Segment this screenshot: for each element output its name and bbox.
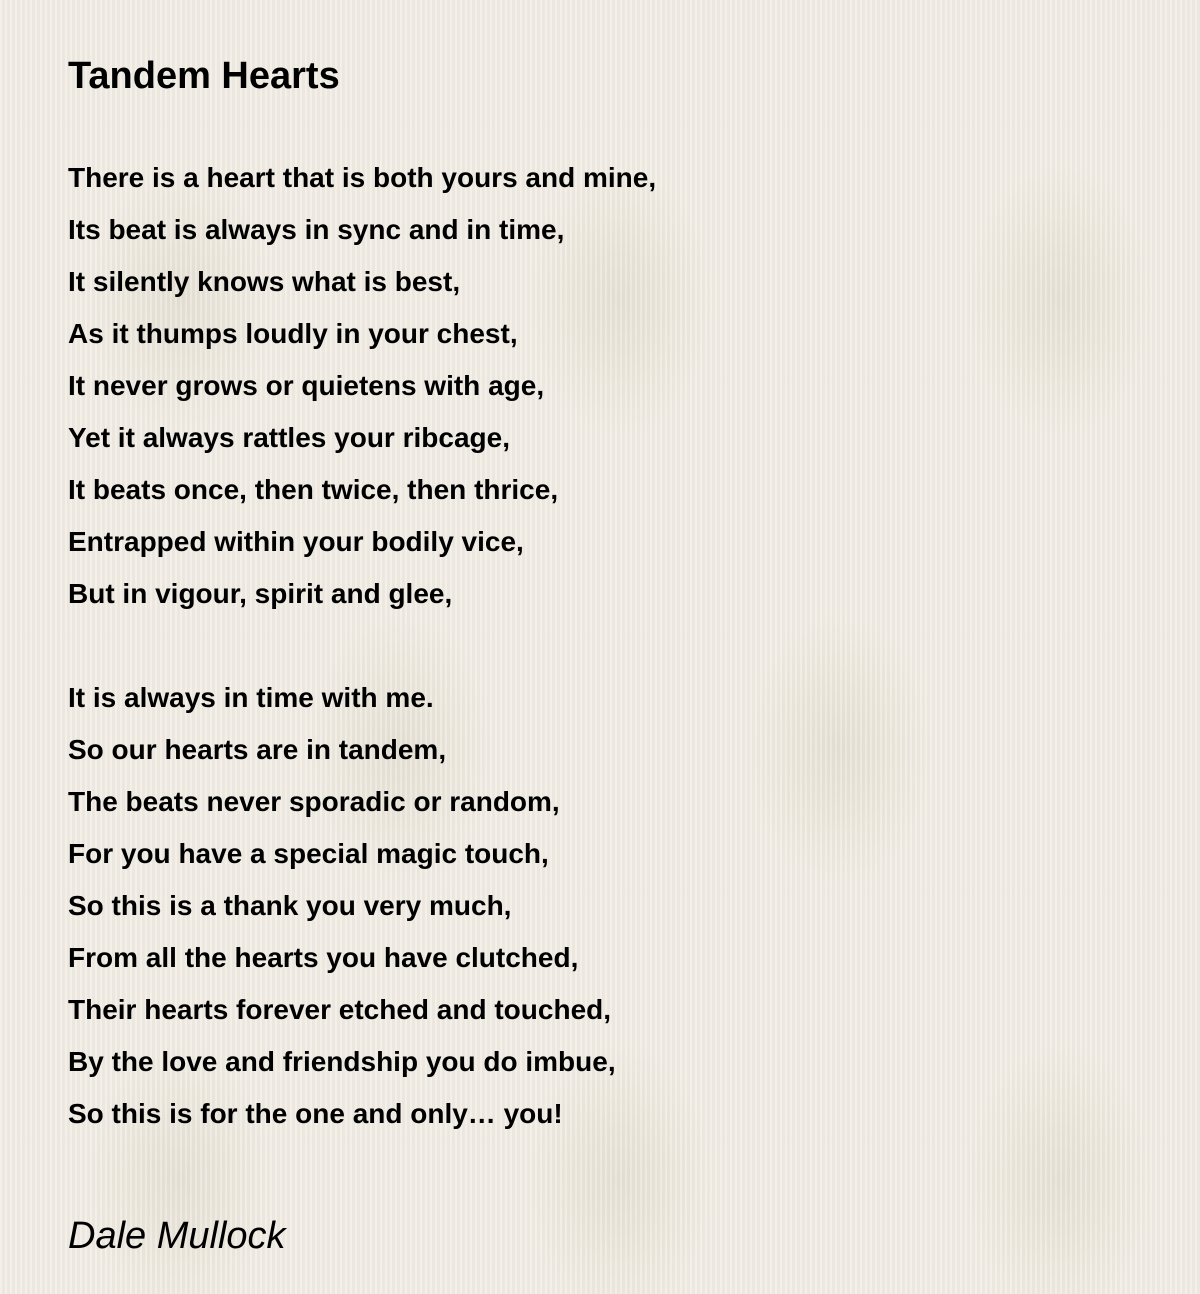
poem-line: It beats once, then twice, then thrice, <box>68 474 559 505</box>
stanza-1 <box>68 152 1148 620</box>
poem-line: From all the hearts you have clutched, <box>68 942 579 973</box>
poem-line: Entrapped within your bodily vice, <box>68 526 524 557</box>
poem-line: So this is a thank you very much, <box>68 890 512 921</box>
poem-title: Tandem Hearts <box>68 55 340 97</box>
poem-line: It silently knows what is best, <box>68 266 461 297</box>
poem-line: By the love and friendship you do imbue, <box>68 1046 616 1077</box>
poem-line: Yet it always rattles your ribcage, <box>68 422 510 453</box>
poem-line: The beats never sporadic or random, <box>68 786 560 817</box>
poem-line: As it thumps loudly in your chest, <box>68 318 518 349</box>
poem-body <box>68 152 1148 1140</box>
poem-line: It is always in time with me. <box>68 682 434 713</box>
stanza-2 <box>68 672 1148 1140</box>
poem-line: There is a heart that is both yours and mine, <box>68 162 657 193</box>
poem-author: Dale Mullock <box>68 1215 286 1257</box>
poem-line: But in vigour, spirit and glee, <box>68 578 453 609</box>
poem-line: Their hearts forever etched and touched, <box>68 994 612 1025</box>
poem-line: For you have a special magic touch, <box>68 838 549 869</box>
poem-line: So our hearts are in tandem, <box>68 734 447 765</box>
poem-line: So this is for the one and only… you! <box>68 1098 563 1129</box>
poem-line: It never grows or quietens with age, <box>68 370 545 401</box>
poem-card <box>68 52 1148 1260</box>
poem-line: Its beat is always in sync and in time, <box>68 214 565 245</box>
